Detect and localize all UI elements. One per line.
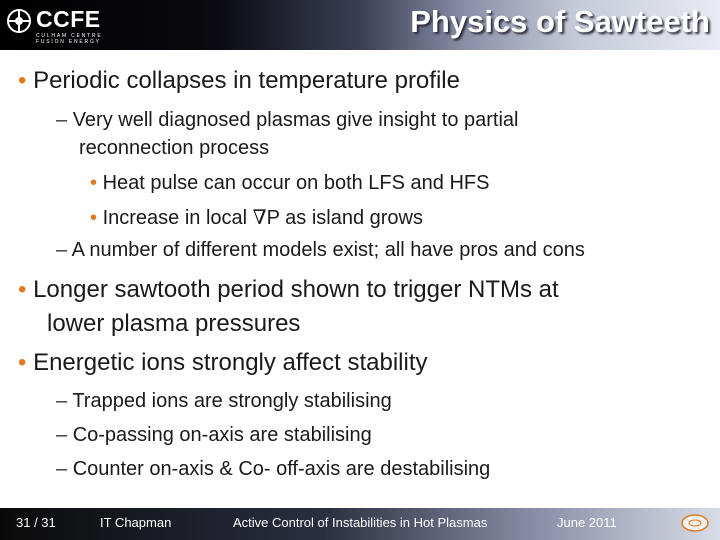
ccfe-logo-icon [6,8,32,34]
sub-bullet-item [56,239,585,262]
bullet-icon: • [18,349,27,376]
subsub-bullet-item [90,172,489,195]
slide-footer [0,508,720,540]
bullet-text: Periodic collapses in temperature profile [33,67,460,94]
bullet-text: Longer sawtooth period shown to trigger NTMs at [33,276,559,303]
bullet-icon: • [18,276,27,303]
ccfe-logo [6,6,116,46]
bullet-icon: • [90,207,98,229]
sub-bullet-text: Trapped ions are strongly stabilising [72,390,392,412]
footer-date: June 2011 [557,515,617,530]
subsub-bullet-text: Heat pulse can occur on both LFS and HFS [102,172,490,194]
footer-author: IT Chapman [100,515,172,530]
sub-bullet-text: Very well diagnosed plasmas give insight to partial [72,109,519,131]
sub-bullet-item [56,109,519,132]
dash-icon: – [56,424,68,446]
subsub-bullet-text-before: Increase in local [102,207,253,229]
sub-bullet-item [56,424,372,447]
logo-text: CCFE [36,6,101,32]
dash-icon: – [56,109,68,131]
page-number: 31 / 31 [16,515,56,530]
bullet-item [18,349,428,377]
bullet-continuation: lower plasma pressures [47,310,301,337]
sub-bullet-text: A number of different models exist; all have pros and cons [71,239,585,261]
subsub-bullet-item [90,205,423,230]
sub-bullet-text: Counter on-axis & Co- off-axis are destabilising [72,458,491,480]
slide-header [0,0,720,50]
dash-icon: – [56,458,68,480]
bullet-item [18,276,559,304]
footer-talk-title: Active Control of Instabilities in Hot Plasmas [233,515,488,530]
bullet-text: Energetic ions strongly affect stability [33,349,428,376]
dash-icon: – [56,239,68,261]
sub-bullet-item [56,390,392,413]
nabla-symbol: ∇ [252,205,267,229]
logo-subtitle: CULHAM CENTRE FUSION ENERGY [36,33,103,45]
bullet-item [18,67,460,95]
bullet-icon: • [90,172,98,194]
dash-icon: – [56,390,68,412]
sub-bullet-text: Co-passing on-axis are stabilising [72,424,372,446]
sub-bullet-continuation: reconnection process [79,137,270,159]
footer-logo-icon [680,513,710,533]
bullet-icon: • [18,67,27,94]
sub-bullet-item [56,458,490,481]
slide-title: Physics of Sawteeth [410,4,710,39]
subsub-bullet-text-after: P as island grows [266,207,424,229]
